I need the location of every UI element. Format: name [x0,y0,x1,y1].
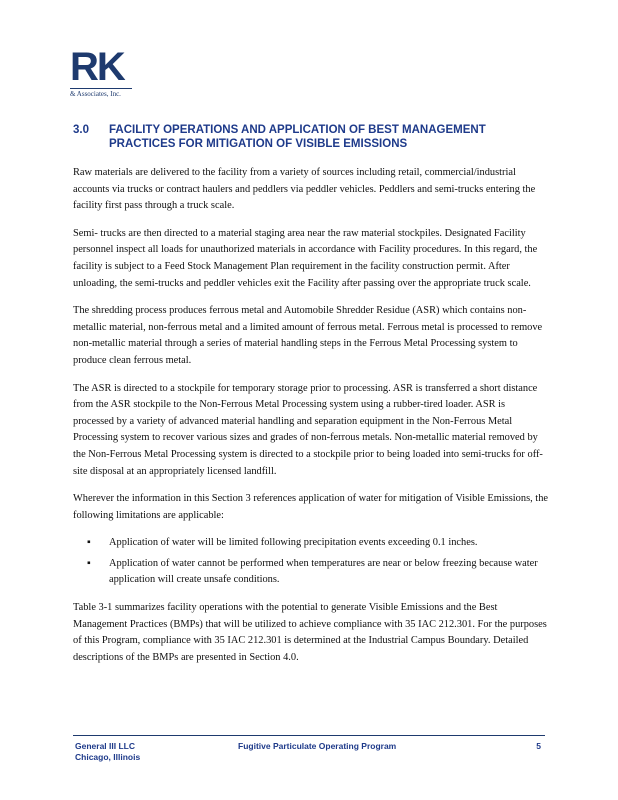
list-item [73,535,548,552]
paragraph-asr: The ASR is directed to a stockpile for temporary storage prior to processing. ASR is transferred a short distance from the ASR stockpile to the Non-Ferrous Metal Processing system using a rubber-tired loader. ASR is processed by a variety of advanced material handling and separation equipment in the Non-Ferrous Metal Processing system to recover various sizes and grades of non-ferrous metals. Non-metallic material removed by the Non-Ferrous Metal Processing system is directed to a stockpile prior to being loaded into semi-trucks for off-site disposal at an appropriately licensed landfill. [73,382,543,477]
section-title: FACILITY OPERATIONS AND APPLICATION OF BEST MANAGEMENT PRACTICES FOR MITIGATION OF VISIBLE EMISSIONS [109,124,486,150]
page-footer [73,735,545,762]
paragraph-shredding: The shredding process produces ferrous metal and Automobile Shredder Residue (ASR) which contains non-metallic material, non-ferrous metal and a limited amount of ferrous metal. Ferrous metal is processed to remove non-metallic material through a series of material handling steps in the Ferrous Metal Processing system to produce clean ferrous metal. [73,305,543,366]
paragraph-water-limitations: Wherever the information in this Section 3 references application of water for mitigation of Visible Emissions, the following limitations are applicable: [73,493,549,521]
list-item [73,556,548,589]
bullet-icon: ▪ [87,537,91,549]
document-body [73,165,548,677]
footer-company: General III LLC [75,741,135,751]
list-item-text: Application of water will be limited following precipitation events exceeding 0.1 inches. [109,537,478,549]
logo-subtitle: & Associates, Inc. [70,88,132,98]
limitations-list [73,535,548,589]
section-heading [73,123,553,151]
list-item-text: Application of water cannot be performed when temperatures are near or below freezing because water application will create unsafe conditions. [109,557,538,586]
logo-mark: RK [70,45,124,89]
paragraph-raw-materials: Raw materials are delivered to the facility from a variety of sources including retail, commercial/industrial accounts via trucks or contract haulers and peddlers via peddler vehicles. Peddlers and semi-trucks entering the facility first pass through a truck scale. [73,167,536,212]
footer-company-block [75,741,140,763]
footer-city: Chicago, Illinois [75,752,141,762]
bullet-icon: ▪ [87,557,91,569]
company-logo [70,47,132,98]
section-number: 3.0 [73,124,89,136]
paragraph-table-summary: Table 3-1 summarizes facility operations with the potential to generate Visible Emissions and the Best Management Practices (BMPs) that will be utilized to achieve compliance with 35 IAC 212.301. For the purposes of this Program, compliance with 35 IAC 212.301 is determined at the Industrial Campus Boundary. Detailed descriptions of the BMPs are presented in Section 4.0. [73,602,547,663]
paragraph-semi-trucks: Semi- trucks are then directed to a material staging area near the raw material stockpiles. Designated Facility personnel inspect all loads for unauthorized materials in accordance with Facility procedures. In this regard, the facility is subject to a Feed Stock Management Plan requirement in the facility construction permit. After unloading, the semi-trucks and peddler vehicles exit the Facility after passing over the appropriate truck scale. [73,227,538,289]
page-number: 5 [536,741,541,751]
footer-program: Fugitive Particulate Operating Program [238,741,397,751]
